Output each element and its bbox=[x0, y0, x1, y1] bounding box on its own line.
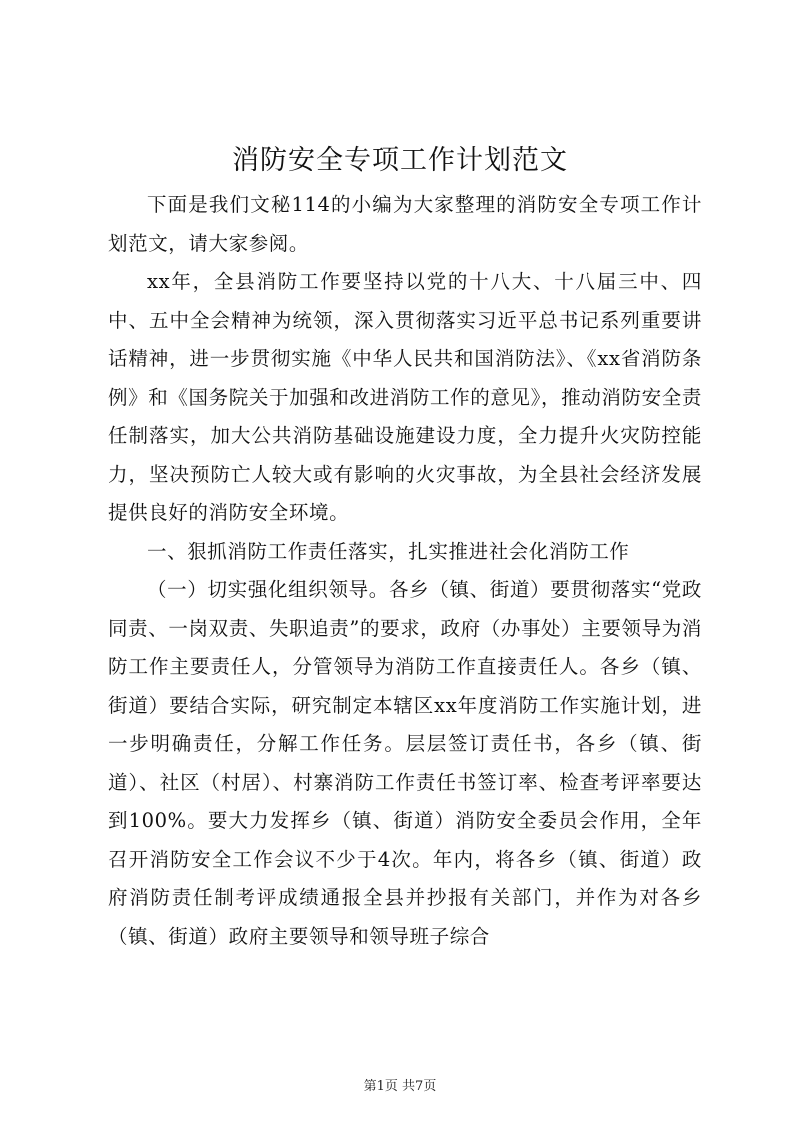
document-body bbox=[108, 186, 702, 956]
section-heading-1: 一、狠抓消防工作责任落实，扎实推进社会化消防工作 bbox=[147, 539, 630, 563]
body-paragraph-overview: xx年，全县消防工作要坚持以党的十八大、十八届三中、四中、五中全会精神为统领，深入贯彻落实习近平总书记系列重要讲话精神，进一步贯彻实施《中华人民共和国消防法》、《xx省消防条例》和《国务院关于加强和改进消防工作的意见》，推动消防安全责任制落实，加大公共消防基础设施建设力度，全力提升火灾防控能力，坚决预防亡人较大或有影响的火灾事故，为全县社会经济发展提供良好的消防安全环境。 bbox=[108, 270, 702, 524]
page-number-footer: 第1页 共7页 bbox=[363, 1079, 437, 1094]
body-paragraph-organization: （一）切实强化组织领导。各乡（镇、街道）要贯彻落实“党政同责、一岗双责、失职追责”的要求，政府（办事处）主要领导为消防工作主要责任人，分管领导为消防工作直接责任人。各乡（镇、街道）要结合实际，研究制定本辖区xx年度消防工作实施计划，进一步明确责任，分解工作任务。层层签订责任书，各乡（镇、街道）、社区（村居）、村寨消防工作责任书签订率、检查考评率要达到100%。要大力发挥乡（镇、街道）消防安全委员会作用，全年召开消防安全工作会议不少于4次。年内，将各乡（镇、街道）政府消防责任制考评成绩通报全县并抄报有关部门，并作为对各乡（镇、街道）政府主要领导和领导班子综合 bbox=[108, 578, 702, 948]
document-title: 消防安全专项工作计划范文 bbox=[232, 145, 568, 176]
intro-paragraph: 下面是我们文秘114的小编为大家整理的消防安全专项工作计划范文，请大家参阅。 bbox=[108, 193, 702, 255]
